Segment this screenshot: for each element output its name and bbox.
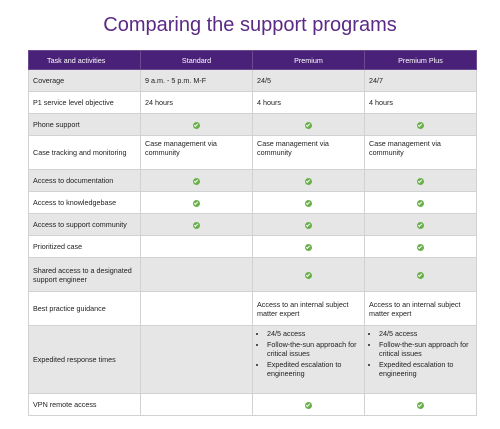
row-label: Coverage (29, 70, 141, 92)
cell-premium (253, 326, 365, 394)
cell-standard: Case management via community (141, 136, 253, 170)
list-item: • 24/5 access (379, 329, 472, 338)
row-label: Prioritized case (29, 236, 141, 258)
check-circle-icon (193, 200, 200, 207)
cell-premium-plus: 24/7 (365, 70, 477, 92)
cell-standard (141, 258, 253, 292)
check-circle-icon (305, 402, 312, 409)
cell-standard (141, 326, 253, 394)
table-row (29, 292, 477, 326)
check-circle-icon (305, 222, 312, 229)
table-row (29, 326, 477, 394)
check-circle-icon (417, 122, 424, 129)
cell-premium: Access to an internal subject matter expert (253, 292, 365, 326)
row-label: Access to support community (29, 214, 141, 236)
row-label: Phone support (29, 114, 141, 136)
cell-premium-plus (365, 394, 477, 416)
cell-premium-plus (365, 236, 477, 258)
row-label: Expedited response times (29, 326, 141, 394)
table-row (29, 114, 477, 136)
cell-premium (253, 214, 365, 236)
row-label: Access to documentation (29, 170, 141, 192)
cell-standard (141, 170, 253, 192)
cell-premium-plus: Case management via community (365, 136, 477, 170)
row-label: Shared access to a designated support engineer (29, 258, 141, 292)
comparison-table (28, 50, 477, 416)
cell-premium: 24/5 (253, 70, 365, 92)
cell-premium-plus (365, 114, 477, 136)
header-task: Task and activities (29, 51, 141, 70)
check-circle-icon (193, 178, 200, 185)
row-label: VPN remote access (29, 394, 141, 416)
table-row (29, 70, 477, 92)
cell-premium-plus (365, 258, 477, 292)
cell-standard (141, 192, 253, 214)
row-label: Best practice guidance (29, 292, 141, 326)
check-circle-icon (417, 200, 424, 207)
cell-standard: 24 hours (141, 92, 253, 114)
list-item: • 24/5 access (267, 329, 360, 338)
cell-premium (253, 170, 365, 192)
check-circle-icon (305, 272, 312, 279)
cell-premium (253, 236, 365, 258)
cell-premium (253, 192, 365, 214)
cell-premium (253, 114, 365, 136)
table-row (29, 136, 477, 170)
cell-standard (141, 394, 253, 416)
header-premium-plus: Premium Plus (365, 51, 477, 70)
page-title: Comparing the support programs (103, 14, 397, 36)
table-row (29, 258, 477, 292)
check-circle-icon (305, 244, 312, 251)
cell-premium (253, 394, 365, 416)
cell-premium-plus (365, 170, 477, 192)
feature-list (257, 329, 360, 378)
check-circle-icon (305, 178, 312, 185)
cell-premium: 4 hours (253, 92, 365, 114)
row-label: P1 service level objective (29, 92, 141, 114)
table-row (29, 92, 477, 114)
check-circle-icon (417, 222, 424, 229)
row-label: Case tracking and monitoring (29, 136, 141, 170)
cell-premium-plus (365, 192, 477, 214)
list-item: • Expedited escalation to engineering (267, 360, 360, 378)
check-circle-icon (305, 122, 312, 129)
cell-premium-plus (365, 326, 477, 394)
cell-premium-plus (365, 214, 477, 236)
cell-premium-plus: 4 hours (365, 92, 477, 114)
table-row (29, 214, 477, 236)
cell-standard (141, 214, 253, 236)
cell-standard (141, 292, 253, 326)
header-row (29, 51, 477, 70)
cell-standard (141, 114, 253, 136)
check-circle-icon (417, 178, 424, 185)
list-item: • Expedited escalation to engineering (379, 360, 472, 378)
list-item: • Follow-the-sun approach for critical issues (379, 340, 472, 358)
check-circle-icon (417, 402, 424, 409)
row-label: Access to knowledgebase (29, 192, 141, 214)
list-item: • Follow-the-sun approach for critical issues (267, 340, 360, 358)
cell-standard (141, 236, 253, 258)
check-circle-icon (193, 222, 200, 229)
cell-premium (253, 258, 365, 292)
header-premium: Premium (253, 51, 365, 70)
table-row (29, 236, 477, 258)
cell-premium-plus: Access to an internal subject matter expert (365, 292, 477, 326)
check-circle-icon (305, 200, 312, 207)
header-standard: Standard (141, 51, 253, 70)
cell-standard: 9 a.m. - 5 p.m. M-F (141, 70, 253, 92)
table-row (29, 170, 477, 192)
feature-list (369, 329, 472, 378)
cell-premium: Case management via community (253, 136, 365, 170)
table-row (29, 394, 477, 416)
check-circle-icon (417, 272, 424, 279)
table-row (29, 192, 477, 214)
check-circle-icon (193, 122, 200, 129)
check-circle-icon (417, 244, 424, 251)
